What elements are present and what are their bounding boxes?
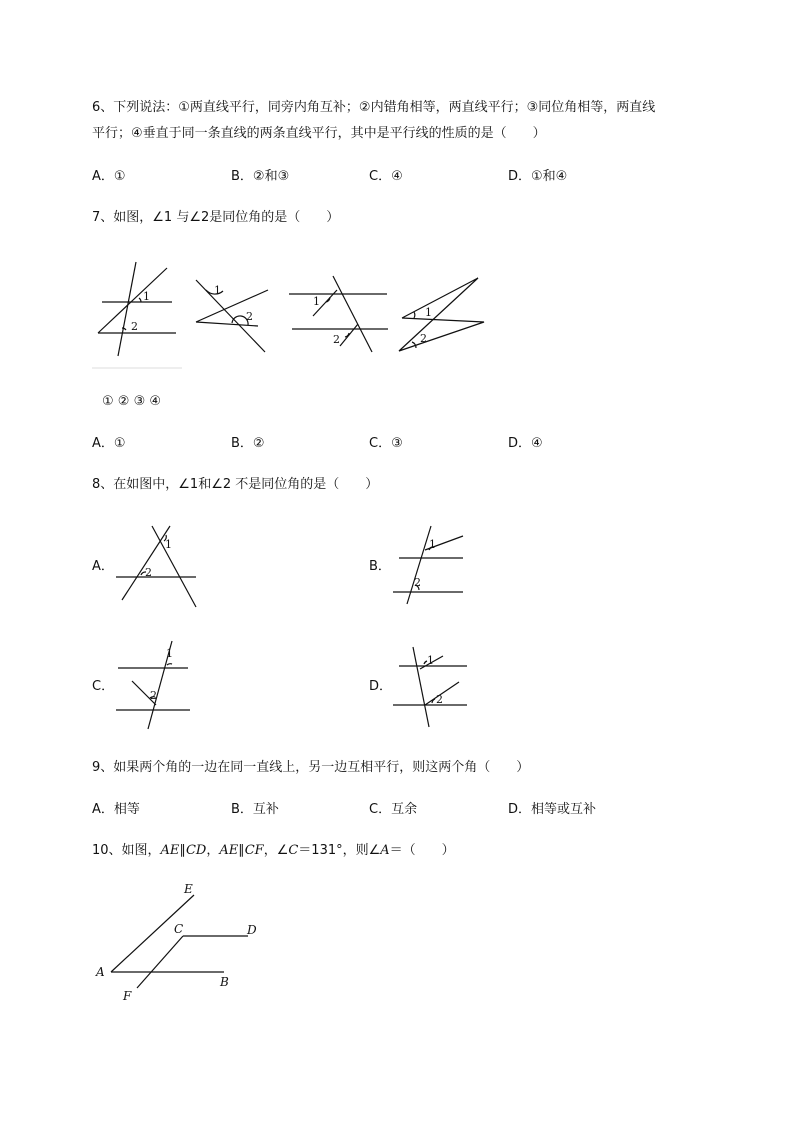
q10-label-d: D	[247, 923, 257, 937]
q7-fig2-label-1: 1	[214, 284, 221, 297]
q7-fig4-label-2: 2	[420, 332, 427, 345]
q7-fig1-label-2: 2	[131, 320, 138, 333]
q10-label-a: A	[96, 965, 105, 979]
q7-fig4-label-1: 1	[425, 306, 432, 319]
q6-option-c: C．④	[369, 169, 403, 184]
q8-c-label-1: 1	[166, 647, 173, 660]
q9-option-c: C．互余	[369, 802, 418, 817]
q8-a-label-2: 2	[145, 566, 152, 579]
q8-figure-d	[385, 635, 505, 735]
q8-d-label-2: 2	[436, 693, 443, 706]
q8-option-a-label: A．	[92, 559, 114, 574]
q7-stem: 7、如图，∠1 与∠2是同位角的是（ ）	[92, 210, 340, 225]
q10-label-e: E	[184, 882, 193, 896]
q6-option-a: A．①	[92, 169, 126, 184]
q10-label-f: F	[123, 989, 132, 1003]
q8-d-label-1: 1	[427, 654, 434, 667]
q9-stem: 9、如果两个角的一边在同一直线上，另一边互相平行，则这两个角（ ）	[92, 760, 530, 775]
q7-fig1-label-1: 1	[143, 290, 150, 303]
q7-figure-2	[196, 280, 268, 352]
q10-label-b: B	[220, 975, 229, 989]
q6-stem-line2: 平行；④垂直于同一条直线的两条直线平行，其中是平行线的性质的是（ ）	[92, 126, 546, 141]
q10-stem: 10、如图，AE∥CD，AE∥CF，∠C＝131°，则∠A＝（ ）	[92, 843, 455, 858]
q7-figure-caption: ① ② ③ ④	[102, 394, 162, 409]
q7-fig3-label-1: 1	[313, 295, 320, 308]
q8-a-label-1: 1	[165, 538, 172, 551]
q7-fig2-label-2: 2	[246, 310, 253, 323]
q10-label-c: C	[174, 922, 184, 936]
q6-stem-line1: 6、下列说法：①两直线平行，同旁内角互补；②内错角相等，两直线平行；③同位角相等，两直线	[92, 100, 656, 115]
q6-option-d: D．①和④	[508, 169, 568, 184]
q8-c-label-2: 2	[150, 689, 157, 702]
q8-figure-b	[385, 520, 505, 620]
q6-option-b: B．②和③	[231, 169, 290, 184]
q10-figure	[90, 878, 290, 1018]
q7-option-d: D．④	[508, 436, 543, 451]
q9-option-d: D．相等或互补	[508, 802, 597, 817]
q7-figure-4	[399, 278, 484, 351]
q8-b-label-1: 1	[429, 538, 436, 551]
q9-option-b: B．互补	[231, 802, 279, 817]
q7-fig3-label-2: 2	[333, 333, 340, 346]
q7-option-b: B．②	[231, 436, 265, 451]
q8-option-c-label: C．	[92, 679, 115, 694]
q7-figure-1	[92, 262, 182, 368]
q7-option-a: A．①	[92, 436, 126, 451]
q8-figure-a	[110, 520, 230, 620]
q8-option-d-label: D．	[369, 679, 393, 694]
q8-figure-c	[110, 635, 230, 735]
q8-option-b-label: B．	[369, 559, 391, 574]
q7-figure-3	[289, 276, 388, 352]
q9-option-a: A．相等	[92, 802, 140, 817]
q8-b-label-2: 2	[414, 576, 421, 589]
q8-stem: 8、在如图中，∠1和∠2 不是同位角的是（ ）	[92, 477, 379, 492]
q7-figures	[0, 250, 794, 390]
q7-option-c: C．③	[369, 436, 403, 451]
